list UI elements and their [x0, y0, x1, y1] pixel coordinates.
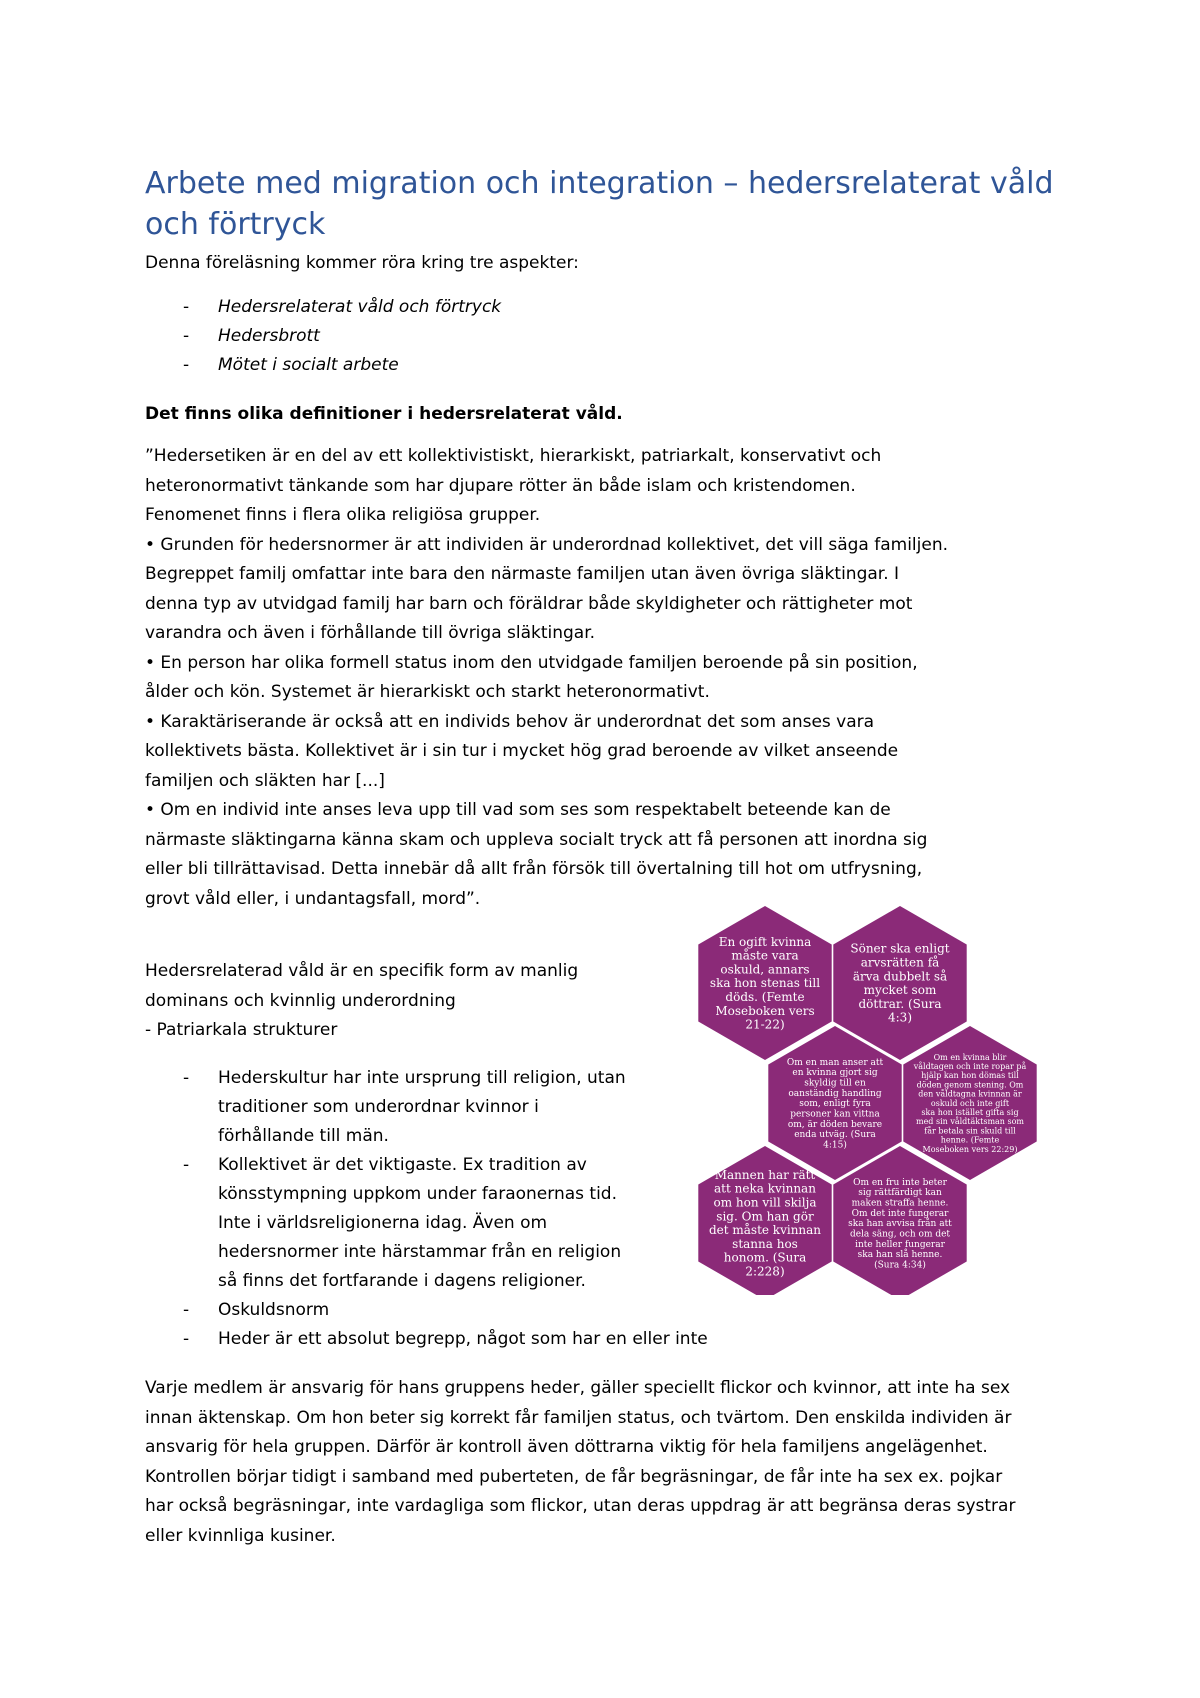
list-item: [145, 351, 501, 380]
intro-line: Hedersrelaterad våld är en specifik form av manlig: [145, 961, 579, 981]
hexagon-text-line: Om en kvinna blir: [933, 1052, 1007, 1062]
paragraph-line: Varje medlem är ansvarig för hans gruppens heder, gäller speciellt flickor och kvinnor, att inte ha sex: [145, 1378, 1011, 1398]
quote-line: kollektivets bästa. Kollektivet är i sin tur i mycket hög grad beroende av vilket anseende: [145, 741, 899, 761]
dash-bullet: -: [183, 1300, 190, 1320]
paragraph-line: ansvarig för hela gruppen. Därför är kontroll även döttrarna viktig för hela familjens angelägenhet.: [145, 1437, 988, 1457]
hexagon-text-line: det måste kvinnan: [708, 1223, 822, 1238]
definitions-heading: Det finns olika definitioner i hedersrelaterat våld.: [145, 404, 623, 424]
hexagon-text-line: mycket som: [863, 983, 937, 998]
list-item: [145, 1064, 708, 1151]
hexagon-text-line: ärva dubbelt så: [852, 969, 948, 984]
list-item-text: Hedersbrott: [218, 326, 320, 346]
hexagon-text-line: dela säng, och om det: [849, 1229, 951, 1240]
document-title: Arbete med migration och integration – hedersrelaterat våld och förtryck: [145, 166, 1054, 242]
list-item-line: Heder är ett absolut begrepp, något som har en eller inte: [218, 1329, 708, 1349]
quote-line: ”Hedersetiken är en del av ett kollektivistiskt, hierarkiskt, patriarkalt, konservativt och: [145, 446, 882, 466]
hexagon-text-line: oskuld och inte gift: [930, 1098, 1010, 1108]
hexagon-text-line: sig. Om han gör: [716, 1209, 814, 1224]
hexagon-text-line: att neka kvinnan: [714, 1181, 816, 1196]
hexagon-text-line: 2:228): [745, 1264, 785, 1279]
list-item-line: Inte i världsreligionerna idag. Även om: [218, 1213, 548, 1233]
quote-line: närmaste släktingarna känna skam och uppleva socialt tryck att få personen att inordna sig: [145, 829, 928, 850]
hexagon-text-line: den våldtagna kvinnan är: [918, 1089, 1022, 1099]
quote-line: grovt våld eller, i undantagsfall, mord”.: [145, 888, 481, 909]
hexagon-text-line: personer kan vittna: [790, 1109, 880, 1120]
dash-bullet: -: [183, 1155, 190, 1175]
paragraph-line: Kontrollen börjar tidigt i samband med puberteten, de får begräsningar, de får inte ha sex ex. pojkar: [145, 1466, 1003, 1487]
hexagon-text-line: Moseboken vers: [715, 1003, 815, 1018]
hexagon-text-line: en kvinna gjort sig: [792, 1068, 878, 1079]
hexagon-text-line: sig rättfärdigt kan: [858, 1188, 942, 1199]
list-item-line: Kollektivet är det viktigaste. Ex tradition av: [218, 1155, 587, 1175]
hexagon-text-line: inte heller fungerar: [855, 1239, 945, 1250]
hexagon-text-line: som, enligt fyra: [799, 1099, 871, 1110]
quote-line: varandra och även i förhållande till övriga släktingar.: [145, 623, 596, 643]
closing-paragraph: [145, 1374, 1065, 1551]
quote-line: • Karaktäriserande är också att en individs behov är underordnat det som anses vara: [145, 711, 875, 732]
hexagon-text-line: 4:15): [823, 1140, 847, 1151]
quote-line: • En person har olika formell status inom den utvidgade familjen beroende på sin position,: [145, 652, 918, 673]
hexagon-text-line: En ogift kvinna: [718, 934, 812, 949]
honor-violence-intro: [145, 957, 645, 1046]
quote-line: heteronormativt tänkande som har djupare rötter än både islam och kristendomen.: [145, 475, 856, 496]
paragraph-line: eller kvinnliga kusiner.: [145, 1525, 336, 1546]
hexagon-text-line: Om det inte fungerar: [851, 1208, 949, 1219]
dash-bullet: -: [183, 326, 190, 346]
list-item-line: traditioner som underordnar kvinnor i: [218, 1097, 539, 1117]
list-item-line: hedersnormer inte härstammar från en religion: [218, 1242, 622, 1262]
hexagon-text-line: ska han slå henne.: [857, 1250, 943, 1261]
hexagon-text-line: honom. (Sura: [723, 1250, 807, 1265]
quote-line: ålder och kön. Systemet är hierarkiskt och starkt heteronormativt.: [145, 682, 710, 702]
list-item-line: könsstympning uppkom under faraonernas tid.: [218, 1184, 617, 1204]
hexagon-text-line: hjälp kan hon dömas till: [921, 1071, 1019, 1081]
hexagon-text-line: maken straffa henne.: [851, 1198, 949, 1209]
dash-bullet: -: [183, 1068, 190, 1088]
hexagon-text-line: får betala sin skuld till: [924, 1126, 1016, 1136]
quote-line: denna typ av utvidgad familj har barn och föräldrar både skyldigheter och rättigheter mot: [145, 593, 913, 614]
hexagon-tile: [903, 1026, 1036, 1180]
intro-line: dominans och kvinnlig underordning: [145, 990, 456, 1011]
list-item-line: Oskuldsnorm: [218, 1300, 330, 1320]
religious-texts-hexagon-graphic: [695, 905, 1095, 1295]
hexagon-text-line: henne. (Femte: [940, 1135, 1000, 1145]
list-item: [145, 1151, 708, 1296]
hexagon-text-line: våldtagen och inte ropar på: [913, 1062, 1027, 1071]
hexagon-text-line: Om en man anser att: [786, 1057, 884, 1068]
intro-line: - Patriarkala strukturer: [145, 1020, 338, 1040]
definition-quote: [145, 442, 1005, 914]
list-item: [145, 1296, 708, 1325]
dash-bullet: -: [183, 355, 190, 375]
list-item: [145, 293, 501, 322]
hexagon-text-line: döds. (Femte: [725, 990, 805, 1004]
hexagon-text-line: Mannen har rätt: [714, 1167, 816, 1182]
hexagon-text-line: (Sura 4:34): [874, 1260, 926, 1271]
hexagon-text-line: Om en fru inte beter: [853, 1177, 947, 1188]
intro-paragraph: Denna föreläsning kommer röra kring tre aspekter:: [145, 253, 579, 273]
list-item-line: Hederskultur har inte ursprung till religion, utan: [218, 1068, 626, 1088]
list-item: [145, 322, 501, 351]
list-item-text: Hedersrelaterat våld och förtryck: [218, 297, 502, 317]
hexagon-text-line: om hon vill skilja: [713, 1195, 817, 1210]
hexagon-text-line: ska hon stenas till: [709, 976, 821, 991]
list-item: [145, 1325, 708, 1354]
hexagon-tile: [698, 1146, 831, 1295]
aspects-list: [145, 293, 501, 380]
hexagon-text-line: ska hon istället gifta sig: [921, 1108, 1019, 1117]
honor-points-list: [145, 1064, 708, 1354]
hexagon-text-line: Söner ska enligt: [850, 941, 950, 956]
hexagon-text-line: 4:3): [888, 1010, 912, 1025]
quote-line: eller bli tillrättavisad. Detta innebär då allt från försök till övertalning till hot om utfrysning,: [145, 859, 923, 879]
hexagon-text-line: Moseboken vers 22:29): [922, 1144, 1018, 1154]
hexagon-text-line: måste vara: [731, 948, 799, 963]
list-item-line: förhållande till män.: [218, 1126, 389, 1146]
hexagon-text-line: stanna hos: [732, 1236, 798, 1251]
hexagon-text-line: om, är döden bevare: [787, 1119, 883, 1130]
hexagon-text-line: enda utväg. (Sura: [794, 1130, 876, 1141]
hexagon-text-line: skyldig till en: [804, 1078, 866, 1089]
hexagon-text-line: arvsrätten få: [860, 955, 940, 970]
paragraph-line: har också begräsningar, inte vardagliga som flickor, utan deras uppdrag är att begränsa deras systrar: [145, 1496, 1016, 1516]
quote-line: familjen och släkten har [...]: [145, 770, 385, 791]
hexagon-text-line: oanständig handling: [788, 1088, 882, 1099]
hexagon-tile: [698, 906, 831, 1060]
dash-bullet: -: [183, 1329, 190, 1349]
quote-line: Begreppet familj omfattar inte bara den närmaste familjen utan även övriga släktingar. I: [145, 564, 900, 584]
list-item-line: så finns det fortfarande i dagens religioner.: [218, 1271, 586, 1291]
hexagon-text-line: 21-22): [745, 1017, 785, 1032]
hexagon-text-line: döttrar. (Sura: [858, 996, 942, 1011]
paragraph-line: innan äktenskap. Om hon beter sig korrekt får familjen status, och tvärtom. Den enskilda individen är: [145, 1407, 1012, 1428]
dash-bullet: -: [183, 297, 190, 317]
hexagon-text-line: med sin våldtäktsman som: [915, 1117, 1025, 1127]
hexagon-svg: [695, 905, 1095, 1295]
hexagon-text-line: döden genom stening. Om: [916, 1080, 1024, 1090]
hexagon-text-line: oskuld, annars: [720, 962, 810, 977]
list-item-text: Mötet i socialt arbete: [218, 355, 399, 375]
hexagon-text-line: ska han avvisa från att: [848, 1219, 952, 1230]
quote-line: • Grunden för hedersnormer är att individen är underordnad kollektivet, det vill säga familjen.: [145, 534, 949, 555]
quote-line: • Om en individ inte anses leva upp till vad som ses som respektabelt beteende kan de: [145, 800, 891, 820]
quote-line: Fenomenet finns i flera olika religiösa grupper.: [145, 505, 541, 525]
